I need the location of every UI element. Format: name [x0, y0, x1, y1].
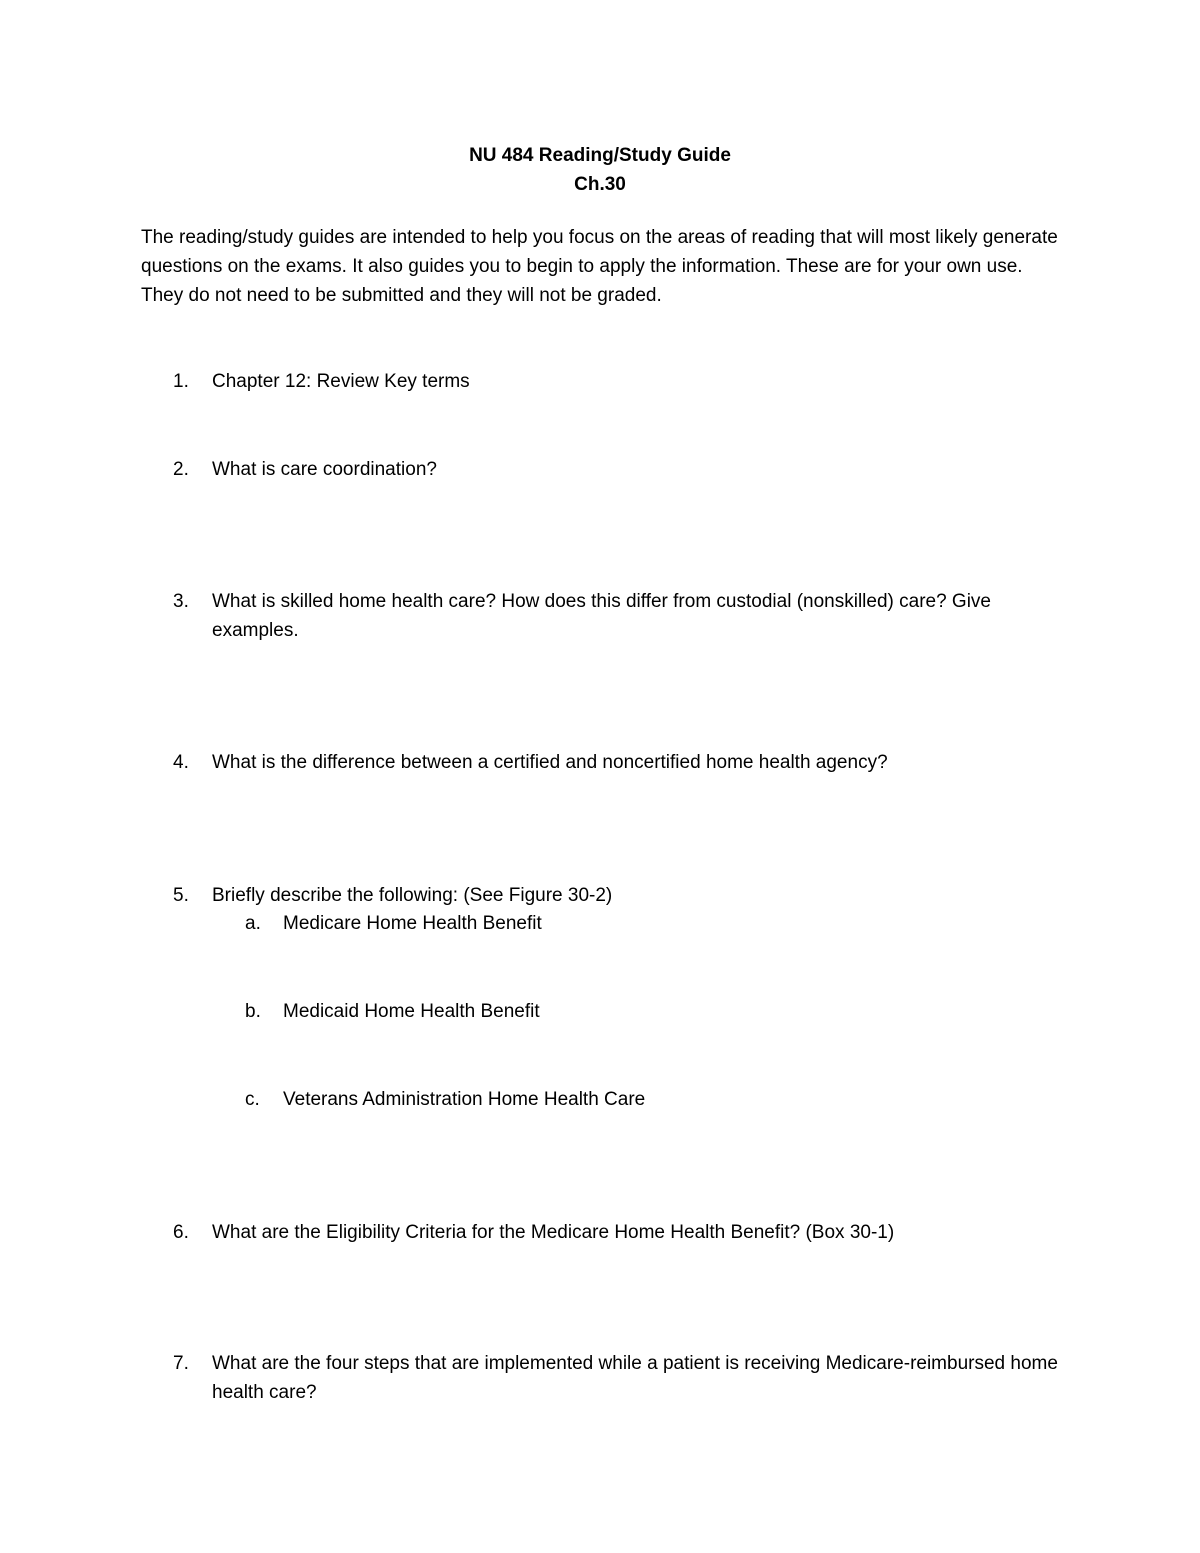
document-title: NU 484 Reading/Study Guide: [469, 145, 731, 166]
question-text: What is care coordination?: [212, 459, 437, 480]
subitem-text: Medicaid Home Health Benefit: [283, 1001, 540, 1022]
subitem-letter: c.: [245, 1089, 260, 1110]
subitem-text: Veterans Administration Home Health Care: [283, 1089, 646, 1110]
question-number: 4.: [173, 752, 189, 773]
question-text: Briefly describe the following: (See Figure 30-2): [212, 885, 613, 906]
question-text: What are the four steps that are implemented while a patient is receiving Medicare-reimbursed home health care?: [212, 1353, 1058, 1403]
question-text: Chapter 12: Review Key terms: [212, 371, 470, 392]
question-number: 6.: [173, 1222, 189, 1243]
document-subtitle: Ch.30: [574, 174, 626, 195]
question-text: What are the Eligibility Criteria for the Medicare Home Health Benefit? (Box 30-1): [212, 1222, 895, 1243]
question-number: 1.: [173, 371, 189, 392]
question-text: What is the difference between a certified and noncertified home health agency?: [212, 752, 888, 773]
subitem-text: Medicare Home Health Benefit: [283, 913, 542, 934]
question-number: 3.: [173, 591, 189, 612]
subitem-letter: a.: [245, 913, 261, 934]
intro-paragraph: The reading/study guides are intended to help you focus on the areas of reading that will most likely generate questions on the exams. It also guides you to begin to apply the information. These are for your own use. They do not need to be submitted and they will not be graded.: [141, 227, 1058, 306]
question-number: 2.: [173, 459, 189, 480]
question-number: 7.: [173, 1353, 189, 1374]
subitem-letter: b.: [245, 1001, 261, 1022]
question-number: 5.: [173, 885, 189, 906]
question-text: What is skilled home health care? How does this differ from custodial (nonskilled) care? Give examples.: [212, 591, 991, 641]
